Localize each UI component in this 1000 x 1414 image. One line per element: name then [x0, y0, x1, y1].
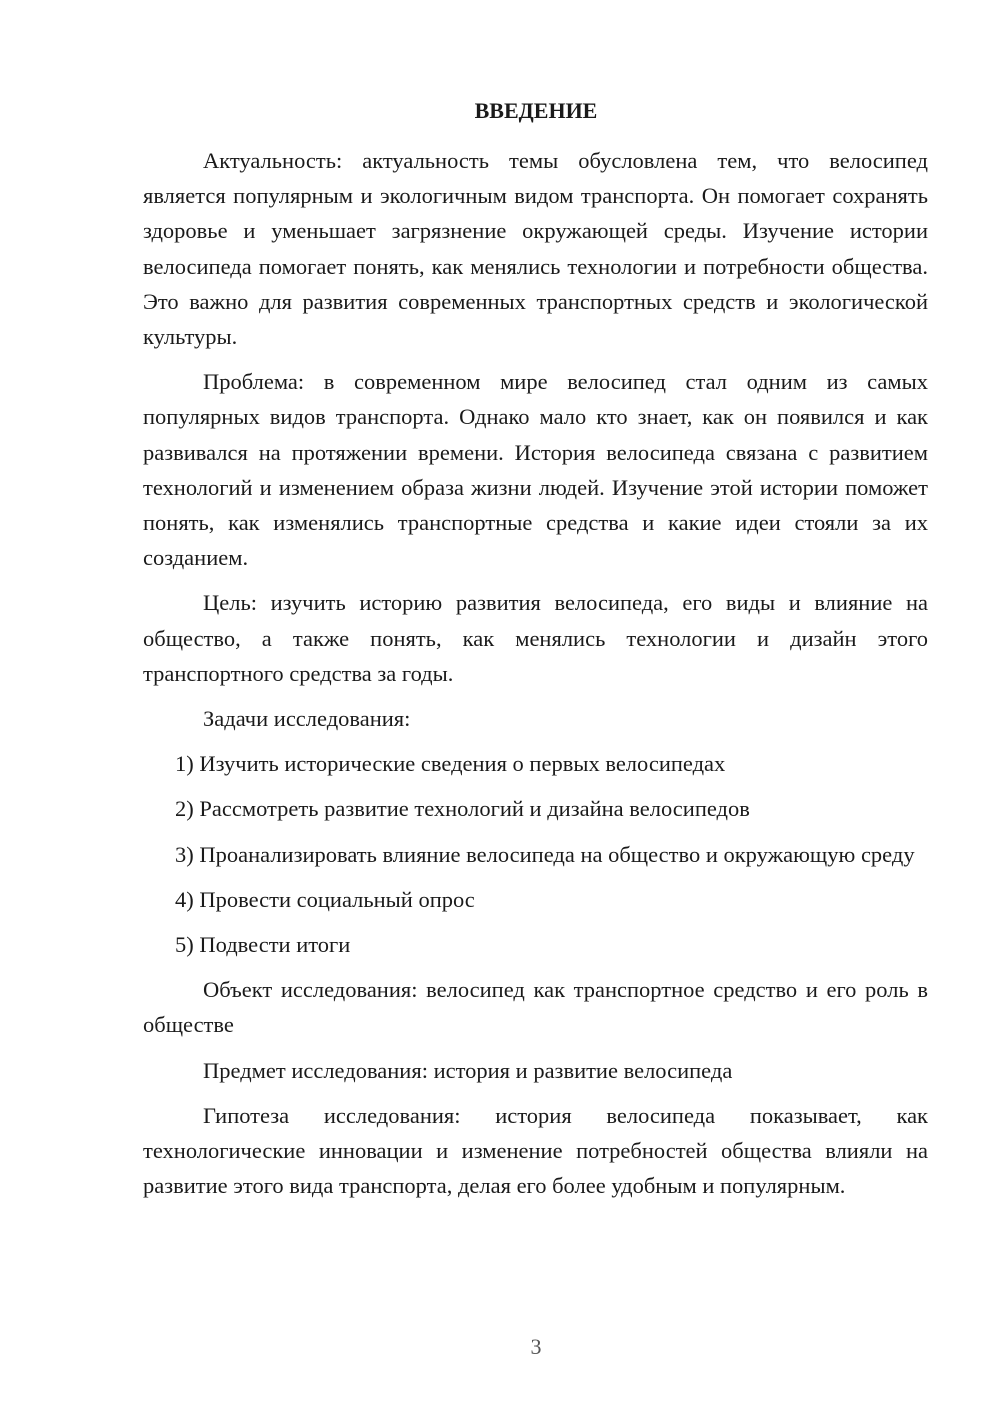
- paragraph-goal: Цель: изучить историю развития велосипеда, его виды и влияние на общество, а также понять, как менялись технологии и дизайн этого транспортного средства за годы.: [143, 590, 928, 686]
- page-title: ВВЕДЕНИЕ: [474, 98, 598, 123]
- paragraph-hypothesis: Гипотеза исследования: история велосипеда показывает, как технологические инновации и изменение потребностей общества влияли на развитие этого вида транспорта, делая его более удобным и популярным.: [143, 1102, 928, 1199]
- paragraph-relevance: Актуальность: актуальность темы обусловлена тем, что велосипед является популярным и экологичным видом транспорта. Он помогает сохранять здоровье и уменьшает загрязнение окружающей среды. Изучение истории велосипеда помогает понять, как менялись технологии и потребности общества. Это важно для развития современных транспортных средств и экологической культуры.: [143, 148, 928, 350]
- paragraph-subject: Предмет исследования: история и развитие велосипеда: [203, 1057, 733, 1083]
- task-item-1: 1) Изучить исторические сведения о первых велосипедах: [175, 751, 726, 777]
- document-body: [143, 143, 928, 1213]
- paragraph-problem: Проблема: в современном мире велосипед стал одним из самых популярных видов транспорта. Однако мало кто знает, как он появился и как развивался на протяжении времени. История велосипеда связана с развитием технологий и изменением образа жизни людей. Изучение этой истории поможет понять, как изменялись транспортные средства и какие идеи стояли за их созданием.: [143, 369, 928, 571]
- tasks-title: Задачи исследования:: [203, 706, 411, 732]
- task-item-4: 4) Провести социальный опрос: [175, 886, 475, 912]
- page-number: 3: [530, 1334, 542, 1359]
- task-item-2: 2) Рассмотреть развитие технологий и дизайна велосипедов: [175, 796, 750, 822]
- task-item-3: 3) Проанализировать влияние велосипеда на общество и окружающую среду: [175, 841, 915, 867]
- task-item-5: 5) Подвести итоги: [175, 932, 351, 958]
- paragraph-object: Объект исследования: велосипед как транспортное средство и его роль в обществе: [143, 977, 928, 1038]
